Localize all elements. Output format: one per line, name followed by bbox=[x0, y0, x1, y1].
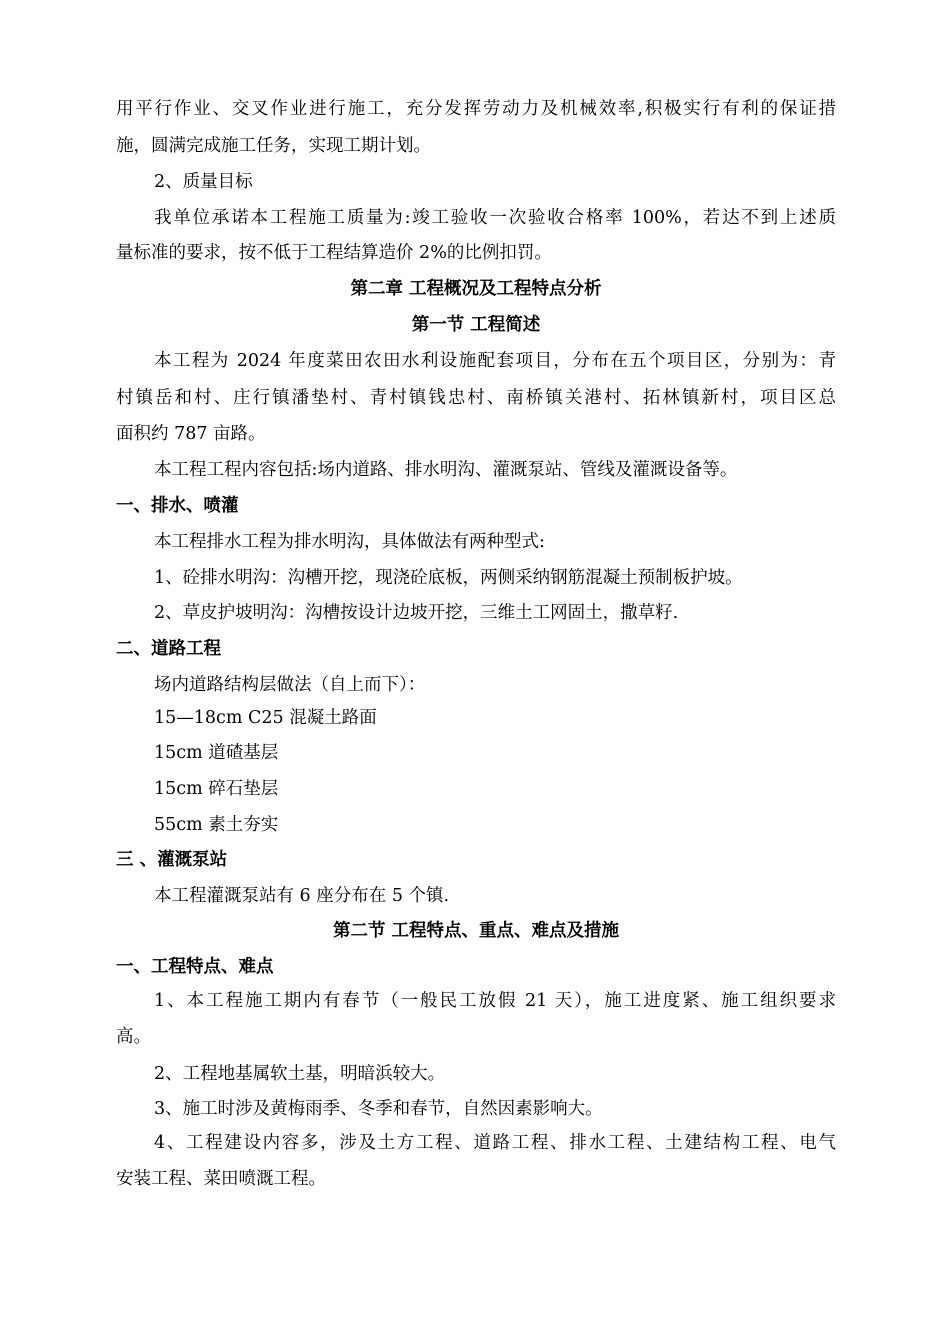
paragraph-line: 村镇岳和村、庄行镇潘垫村、青村镇钱忠村、南桥镇关港村、拓林镇新村，项目区总 bbox=[116, 388, 836, 408]
subsection-heading: 三 、灌溉泵站 bbox=[116, 850, 228, 870]
paragraph-line: 高。 bbox=[116, 1027, 151, 1047]
subsection-heading: 二、道路工程 bbox=[116, 639, 221, 659]
list-item: 1、砼排水明沟：沟槽开挖，现浇砼底板，两侧采纳钢筋混凝土预制板护坡。 bbox=[154, 568, 743, 588]
list-item: 2、工程地基属软土基，明暗浜较大。 bbox=[154, 1064, 446, 1084]
list-item: 3、施工时涉及黄梅雨季、冬季和春节，自然因素影响大。 bbox=[154, 1099, 603, 1119]
section-heading: 第二节 工程特点、重点、难点及措施 bbox=[332, 921, 620, 941]
paragraph-line: 场内道路结构层做法（自上而下）： bbox=[154, 675, 426, 695]
paragraph-line: 施，圆满完成施工任务，实现工期计划。 bbox=[116, 136, 431, 156]
section-heading: 第一节 工程简述 bbox=[411, 315, 541, 335]
list-item: 4、工程建设内容多，涉及土方工程、道路工程、排水工程、土建结构工程、电气 bbox=[154, 1133, 836, 1153]
paragraph-line: 我单位承诺本工程施工质量为:竣工验收一次验收合格率 100%，若达不到上述质 bbox=[154, 208, 836, 228]
paragraph-line: 本工程排水工程为排水明沟，具体做法有两种型式: bbox=[154, 532, 545, 552]
chapter-heading: 第二章 工程概况及工程特点分析 bbox=[350, 279, 602, 299]
subsection-heading: 一、排水、喷灌 bbox=[116, 496, 239, 516]
paragraph-line: 本工程工程内容包括:场内道路、排水明沟、灌溉泵站、管线及灌溉设备等。 bbox=[154, 460, 738, 480]
paragraph-line: 量标准的要求，按不低于工程结算造价 2%的比例扣罚。 bbox=[116, 243, 552, 263]
list-item: 55cm 素土夯实 bbox=[154, 815, 279, 835]
paragraph-line: 面积约 787 亩路。 bbox=[116, 424, 266, 444]
list-item: 15cm 道碴基层 bbox=[154, 743, 279, 763]
list-item: 15cm 碎石垫层 bbox=[154, 779, 279, 799]
subsection-heading: 一、工程特点、难点 bbox=[116, 957, 274, 977]
paragraph-line: 本工程灌溉泵站有 6 座分布在 5 个镇. bbox=[154, 886, 450, 906]
list-item: 15—18cm C25 混凝土路面 bbox=[154, 708, 377, 728]
list-item: 2、草皮护坡明沟：沟槽按设计边坡开挖，三维土工网固土，撒草籽. bbox=[154, 603, 679, 623]
paragraph-line: 用平行作业、交叉作业进行施工，充分发挥劳动力及机械效率,积极实行有利的保证措 bbox=[116, 99, 836, 119]
list-item: 1、本工程施工期内有春节（一般民工放假 21 天），施工进度紧、施工组织要求 bbox=[154, 991, 836, 1011]
section-item: 2、质量目标 bbox=[154, 172, 253, 192]
paragraph-line: 本工程为 2024 年度菜田农田水利设施配套项目，分布在五个项目区，分别为：青 bbox=[154, 351, 836, 371]
paragraph-line: 安装工程、菜田喷溉工程。 bbox=[116, 1169, 326, 1189]
